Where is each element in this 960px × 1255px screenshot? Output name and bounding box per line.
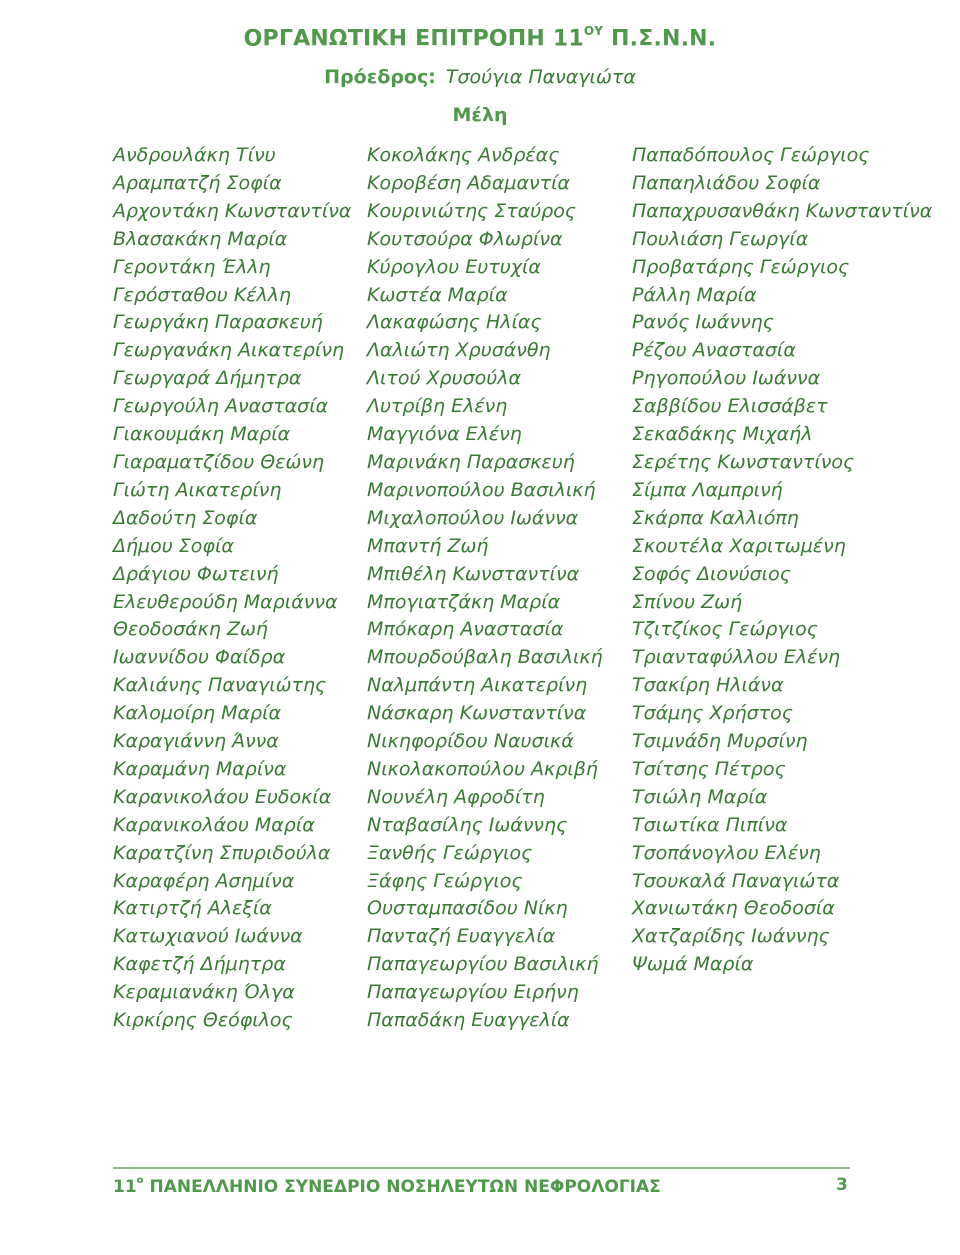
member-name: Μαρινάκη Παρασκευή bbox=[367, 450, 575, 473]
footer-divider bbox=[113, 1167, 850, 1169]
member-name: Αραμπατζή Σοφία bbox=[113, 171, 282, 194]
member-name: Καφετζή Δήμητρα bbox=[113, 953, 286, 976]
member-name: Σπίνου Ζωή bbox=[632, 590, 743, 613]
member-name: Τσιωτίκα Πιπίνα bbox=[632, 813, 788, 836]
member-name: Τζιτζίκος Γεώργιος bbox=[632, 618, 818, 641]
member-name: Παπαγεωργίου Βασιλική bbox=[367, 953, 599, 976]
member-name: Γεωργανάκη Αικατερίνη bbox=[113, 339, 345, 362]
member-name: Κιρκίρης Θεόφιλος bbox=[113, 1009, 293, 1032]
member-name: Τριανταφύλλου Ελένη bbox=[632, 646, 841, 669]
member-name: Κοκολάκης Ανδρέας bbox=[367, 144, 560, 166]
member-name: Γεροντάκη Έλλη bbox=[113, 255, 271, 278]
member-name: Τσίτσης Πέτρος bbox=[632, 757, 786, 780]
member-name: Μαγγιόνα Ελένη bbox=[367, 423, 522, 446]
member-name: Σαββίδου Ελισσάβετ bbox=[632, 395, 828, 418]
member-name: Δράγιου Φωτεινή bbox=[113, 562, 279, 585]
member-name: Σκάρπα Καλλιόπη bbox=[632, 506, 799, 529]
member-name: Ρηγοπούλου Ιωάννα bbox=[632, 367, 821, 390]
member-name: Σίμπα Λαμπρινή bbox=[632, 478, 783, 501]
member-name: Καρατζίνη Σπυριδούλα bbox=[113, 841, 331, 864]
member-name: Καρανικολάου Ευδοκία bbox=[113, 785, 332, 808]
member-name: Νικολακοπούλου Ακριβή bbox=[367, 757, 598, 780]
member-name: Κεραμιανάκη Όλγα bbox=[113, 981, 295, 1004]
member-name: Γιακουμάκη Μαρία bbox=[113, 423, 291, 446]
member-name: Καραγιάννη Άννα bbox=[113, 730, 279, 753]
member-name: Δαδούτη Σοφία bbox=[113, 506, 258, 529]
members-column-1 bbox=[113, 142, 351, 1035]
member-name: Κωστέα Μαρία bbox=[367, 283, 508, 306]
member-name: Σεκαδάκης Μιχαήλ bbox=[632, 423, 813, 446]
member-name: Μιχαλοπούλου Ιωάννα bbox=[367, 506, 579, 529]
members-column-2 bbox=[367, 142, 603, 1035]
member-name: Τσάμης Χρήστος bbox=[632, 702, 793, 725]
member-name: Καλομοίρη Μαρία bbox=[113, 702, 282, 725]
member-name: Πουλιάση Γεωργία bbox=[632, 227, 809, 250]
member-name: Κατιρτζή Αλεξία bbox=[113, 897, 272, 920]
member-name: Παπαγεωργίου Ειρήνη bbox=[367, 981, 579, 1004]
member-name: Τσουκαλά Παναγιώτα bbox=[632, 869, 840, 892]
member-name: Μπαντή Ζωή bbox=[367, 534, 489, 557]
member-name: Ελευθερούδη Μαριάννα bbox=[113, 590, 338, 613]
member-name: Τσοπάνογλου Ελένη bbox=[632, 841, 821, 864]
member-name: Ξάφης Γεώργιος bbox=[367, 869, 523, 892]
member-name: Κατωχιανού Ιωάννα bbox=[113, 925, 303, 948]
member-name: Παπαδόπουλος Γεώργιος bbox=[632, 144, 870, 166]
member-name: Τσιμνάδη Μυρσίνη bbox=[632, 730, 808, 753]
member-name: Νταβασίλης Ιωάννης bbox=[367, 813, 568, 836]
member-name: Γεωργαρά Δήμητρα bbox=[113, 367, 302, 390]
member-name: Σερέτης Κωνσταντίνος bbox=[632, 450, 855, 473]
member-name: Λακαφώσης Ηλίας bbox=[367, 311, 542, 334]
member-name: Μπιθέλη Κωνσταντίνα bbox=[367, 562, 580, 585]
member-name: Μαρινοπούλου Βασιλική bbox=[367, 478, 596, 501]
member-name: Γιώτη Αικατερίνη bbox=[113, 478, 282, 501]
member-name: Ρανός Ιωάννης bbox=[632, 311, 774, 334]
member-name: Προβατάρης Γεώργιος bbox=[632, 255, 850, 278]
member-name: Ράλλη Μαρία bbox=[632, 283, 757, 306]
member-name: Σκουτέλα Χαριτωμένη bbox=[632, 534, 846, 557]
member-name: Παπαδάκη Ευαγγελία bbox=[367, 1009, 570, 1032]
member-name: Κουτσούρα Φλωρίνα bbox=[367, 227, 563, 250]
member-name: Νουνέλη Αφροδίτη bbox=[367, 785, 545, 808]
member-name: Νικηφορίδου Ναυσικά bbox=[367, 730, 574, 753]
member-name: Ναλμπάντη Αικατερίνη bbox=[367, 674, 588, 697]
member-name: Λαλιώτη Χρυσάνθη bbox=[367, 339, 551, 362]
member-name: Τσιώλη Μαρία bbox=[632, 785, 768, 808]
member-name: Νάσκαρη Κωνσταντίνα bbox=[367, 702, 587, 725]
member-name: Ιωαννίδου Φαίδρα bbox=[113, 646, 286, 669]
member-name: Δήμου Σοφία bbox=[113, 534, 234, 557]
member-name: Πανταζή Ευαγγελία bbox=[367, 925, 556, 948]
member-name: Μπόκαρη Αναστασία bbox=[367, 618, 564, 641]
member-name: Γιαραματζίδου Θεώνη bbox=[113, 450, 325, 473]
footer-text: ΠΑΝΕΛΛΗΝΙΟ ΣΥΝΕΔΡΙΟ ΝΟΣΗΛΕΥΤΩΝ ΝΕΦΡΟΛΟΓΙΑΣ bbox=[143, 1177, 661, 1197]
member-name: Παπαηλιάδου Σοφία bbox=[632, 171, 821, 194]
president-label: Πρόεδρος: bbox=[324, 66, 436, 88]
member-name: Λιτού Χρυσούλα bbox=[367, 367, 522, 390]
member-name: Μπουρδούβαλη Βασιλική bbox=[367, 646, 603, 669]
title-superscript: ΟΥ bbox=[583, 24, 604, 38]
member-name: Ανδρουλάκη Τίνυ bbox=[113, 144, 276, 166]
page-number: 3 bbox=[836, 1175, 848, 1195]
title-end: Π.Σ.Ν.Ν. bbox=[603, 26, 717, 52]
member-name: Κύρογλου Ευτυχία bbox=[367, 255, 541, 278]
member-name: Αρχοντάκη Κωνσταντίνα bbox=[113, 199, 352, 222]
member-name: Ουσταμπασίδου Νίκη bbox=[367, 897, 568, 920]
member-name: Καραφέρη Ασημίνα bbox=[113, 869, 295, 892]
member-name: Παπαχρυσανθάκη Κωνσταντίνα bbox=[632, 199, 933, 222]
member-name: Γεωργούλη Αναστασία bbox=[113, 395, 329, 418]
member-name: Θεοδοσάκη Ζωή bbox=[113, 618, 268, 641]
member-name: Ρέζου Αναστασία bbox=[632, 339, 796, 362]
member-name: Μπογιατζάκη Μαρία bbox=[367, 590, 561, 613]
member-name: Καρανικολάου Μαρία bbox=[113, 813, 315, 836]
member-name: Χατζαρίδης Ιωάννης bbox=[632, 925, 830, 948]
footer-conference-title bbox=[113, 1177, 661, 1197]
title-main: ΟΡΓΑΝΩΤΙΚΗ ΕΠΙΤΡΟΠΗ 11 bbox=[243, 26, 584, 52]
member-name: Σοφός Διονύσιος bbox=[632, 562, 791, 585]
member-name: Λυτρίβη Ελένη bbox=[367, 395, 508, 418]
member-name: Καραμάνη Μαρίνα bbox=[113, 757, 287, 780]
member-name: Ψωμά Μαρία bbox=[632, 953, 754, 976]
page-title bbox=[0, 26, 960, 51]
members-heading: Μέλη bbox=[452, 104, 508, 126]
president-line bbox=[0, 66, 960, 88]
member-name: Χανιωτάκη Θεοδοσία bbox=[632, 897, 835, 920]
member-name: Βλασακάκη Μαρία bbox=[113, 227, 288, 250]
member-name: Γεωργάκη Παρασκευή bbox=[113, 311, 323, 334]
footer-prefix: 11 bbox=[113, 1177, 137, 1197]
member-name: Γερόσταθου Κέλλη bbox=[113, 283, 292, 306]
member-name: Κουρινιώτης Σταύρος bbox=[367, 199, 576, 222]
footer-superscript: ο bbox=[136, 1175, 144, 1187]
member-name: Καλιάνης Παναγιώτης bbox=[113, 674, 327, 697]
member-name: Κοροβέση Αδαμαντία bbox=[367, 171, 571, 194]
members-column-3 bbox=[632, 142, 932, 979]
president-name: Τσούγια Παναγιώτα bbox=[445, 66, 636, 88]
member-name: Ξανθής Γεώργιος bbox=[367, 841, 533, 864]
member-name: Τσακίρη Ηλιάνα bbox=[632, 674, 784, 697]
